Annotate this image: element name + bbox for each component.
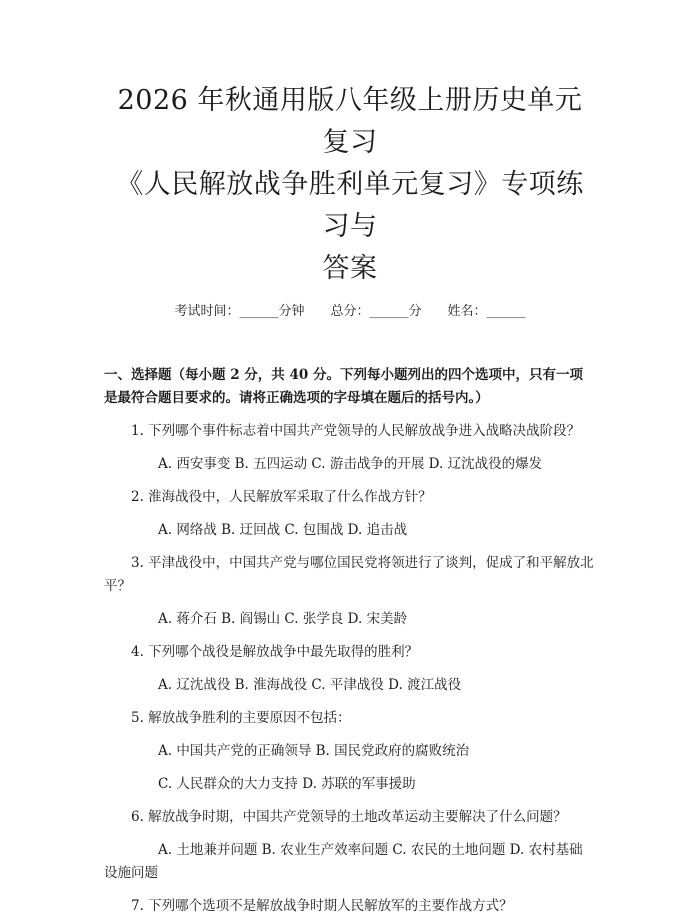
- title-line-2: 《人民解放战争胜利单元复习》专项练习与: [116, 169, 584, 242]
- exam-meta: [104, 302, 596, 322]
- question-stem: 4. 下列哪个战役是解放战争中最先取得的胜利？: [131, 644, 419, 660]
- question-options: A. 中国共产党的正确领导 B. 国民党政府的腐败统治: [158, 743, 470, 759]
- question-options: A. 辽沈战役 B. 淮海战役 C. 平津战役 D. 渡江战役: [158, 677, 462, 693]
- question-stem: 5. 解放战争胜利的主要原因不包括：: [131, 710, 351, 726]
- document-title: [104, 0, 596, 290]
- question-list: [104, 420, 596, 918]
- question-options: A. 西安事变 B. 五四运动 C. 游击战争的开展 D. 辽沈战役的爆发: [158, 456, 543, 472]
- question-options: A. 蒋介石 B. 阎锡山 C. 张学良 D. 宋美龄: [158, 611, 408, 627]
- question-stem: 3. 平津战役中，中国共产党与哪位国民党将领进行了谈判，促成了和平解放北平？: [104, 555, 594, 594]
- title-line-3: 答案: [322, 253, 378, 284]
- question-options: C. 人民群众的大力支持 D. 苏联的军事援助: [158, 776, 416, 792]
- question-stem: 2. 淮海战役中，人民解放军采取了什么作战方针？: [131, 489, 432, 505]
- question-options: A. 网络战 B. 迂回战 C. 包围战 D. 追击战: [158, 522, 408, 538]
- question-stem: 7. 下列哪个选项不是解放战争时期人民解放军的主要作战方式？: [131, 898, 513, 914]
- question-options: A. 土地兼并问题 B. 农业生产效率问题 C. 农民的土地问题 D. 农村基础设施问题: [104, 842, 583, 881]
- exam-time-field: 考试时间：______分钟: [174, 304, 305, 319]
- section-header: 一、选择题（每小题 2 分，共 40 分。下列每小题列出的四个选项中，只有一项是最符合题目要求的。请将正确选项的字母填在题后的括号内。）: [104, 367, 583, 406]
- question-stem: 1. 下列哪个事件标志着中国共产党领导的人民解放战争进入战略决战阶段？: [131, 423, 581, 439]
- question-stem: 6. 解放战争时期，中国共产党领导的土地改革运动主要解决了什么问题？: [131, 809, 567, 825]
- total-score-field: 总分：______分: [330, 304, 422, 319]
- title-line-1: 2026 年秋通用版八年级上册历史单元复习: [117, 85, 583, 158]
- student-name-field: 姓名：______: [447, 304, 526, 319]
